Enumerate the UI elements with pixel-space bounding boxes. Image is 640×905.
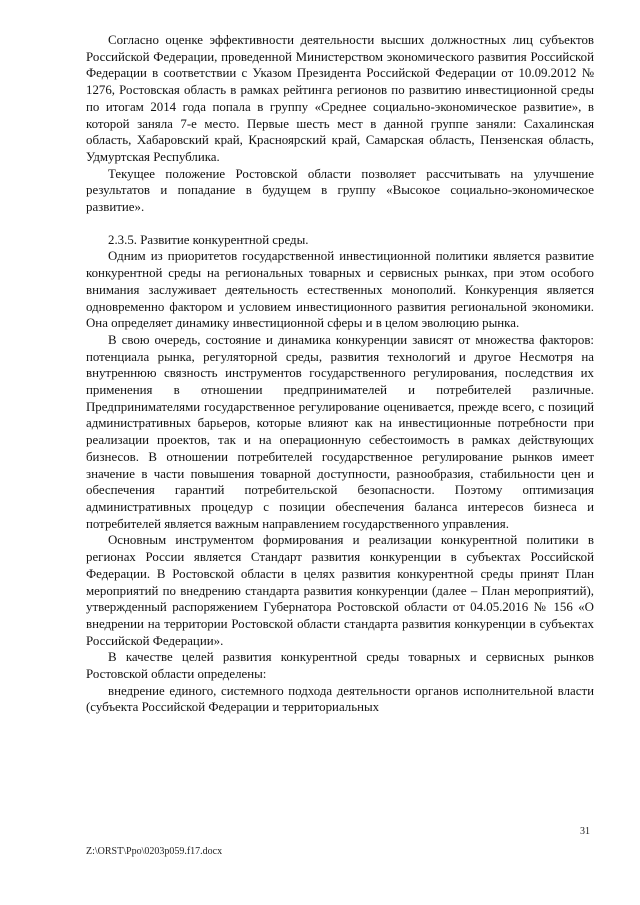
page-number: 31 — [580, 826, 590, 837]
footer-file-path: Z:\ORST\Ppo\0203p059.f17.docx — [86, 846, 223, 857]
paragraph-implementation: внедрение единого, системного подхода деятельности органов исполнительной власти (субъекта Российской Федерации и территориальных — [86, 683, 594, 715]
paragraph-standard: Основным инструментом формирования и реализации конкурентной политики в регионах России является Стандарт развития конкуренции в субъектах Российской Федерации. В Ростовской области в целях развития конкурентной среды принят План мероприятий по внедрению стандарта развития конкуренции (далее – План мероприятий), утвержденный распоряжением Губернатора Ростовской области от 04.05.2016 № 156 «О внедрении на территории Ростовской области стандарта развития конкуренции в субъектах Российской Федерации». — [86, 533, 594, 648]
section-heading: 2.3.5. Развитие конкурентной среды. — [108, 232, 309, 247]
paragraph-current-position: Текущее положение Ростовской области позволяет рассчитывать на улучшение результатов и попадание в будущем в группу «Высокое социально-экономическое развитие». — [86, 166, 594, 215]
section-spacer — [86, 216, 594, 232]
paragraph-rating: Согласно оценке эффективности деятельности высших должностных лиц субъектов Российской Федерации, проведенной Министерством экономического развития Российской Федерации в соответствии с Указом Президента Российской Федерации от 10.09.2012 № 1276, Ростовская область в рамках рейтинга регионов по развитию инвестиционной среды по итогам 2014 года попала в группу «Среднее социально-экономическое развитие», в которой заняла 7-е место. Первые шесть мест в данной группе заняли: Сахалинская область, Хабаровский край, Красноярский край, Самарская область, Пензенская область, Удмуртская Республика. — [86, 33, 594, 164]
document-body — [86, 32, 594, 716]
paragraph-goals: В качестве целей развития конкурентной среды товарных и сервисных рынков Ростовской области определены: — [86, 650, 594, 682]
paragraph-factors: В свою очередь, состояние и динамика конкуренции зависят от множества факторов: потенциала рынка, регуляторной среды, развития технологий и другое Несмотря на внутреннюю связность инструментов государственного регулирования, последствия их применения в отношении предпринимателей и потребителей различные. Предпринимателями государственное регулирование оценивается, прежде всего, с позиций административных барьеров, которые влияют как на инвестиционные потребности при реализации проектов, так и на операционную себестоимость в рамках действующих бизнесов. В отношении потребителей государственное регулирование рынков имеет значение в части повышения товарной доступности, разнообразия, стабильности цен и обеспечения гарантий потребительской безопасности. Поэтому оптимизация административных процедур с позиции обеспечения баланса интересов бизнеса и потребителей является важным направлением государственного управления. — [86, 332, 594, 531]
paragraph-priority: Одним из приоритетов государственной инвестиционной политики является развитие конкурентной среды на региональных товарных и сервисных рынках, при этом особого внимания заслуживает деятельность естественных монополий. Конкуренция является одновременно фактором и условием инвестиционного развития региональной экономики. Она определяет динамику инвестиционной сферы и в целом эволюцию рынка. — [86, 249, 594, 331]
